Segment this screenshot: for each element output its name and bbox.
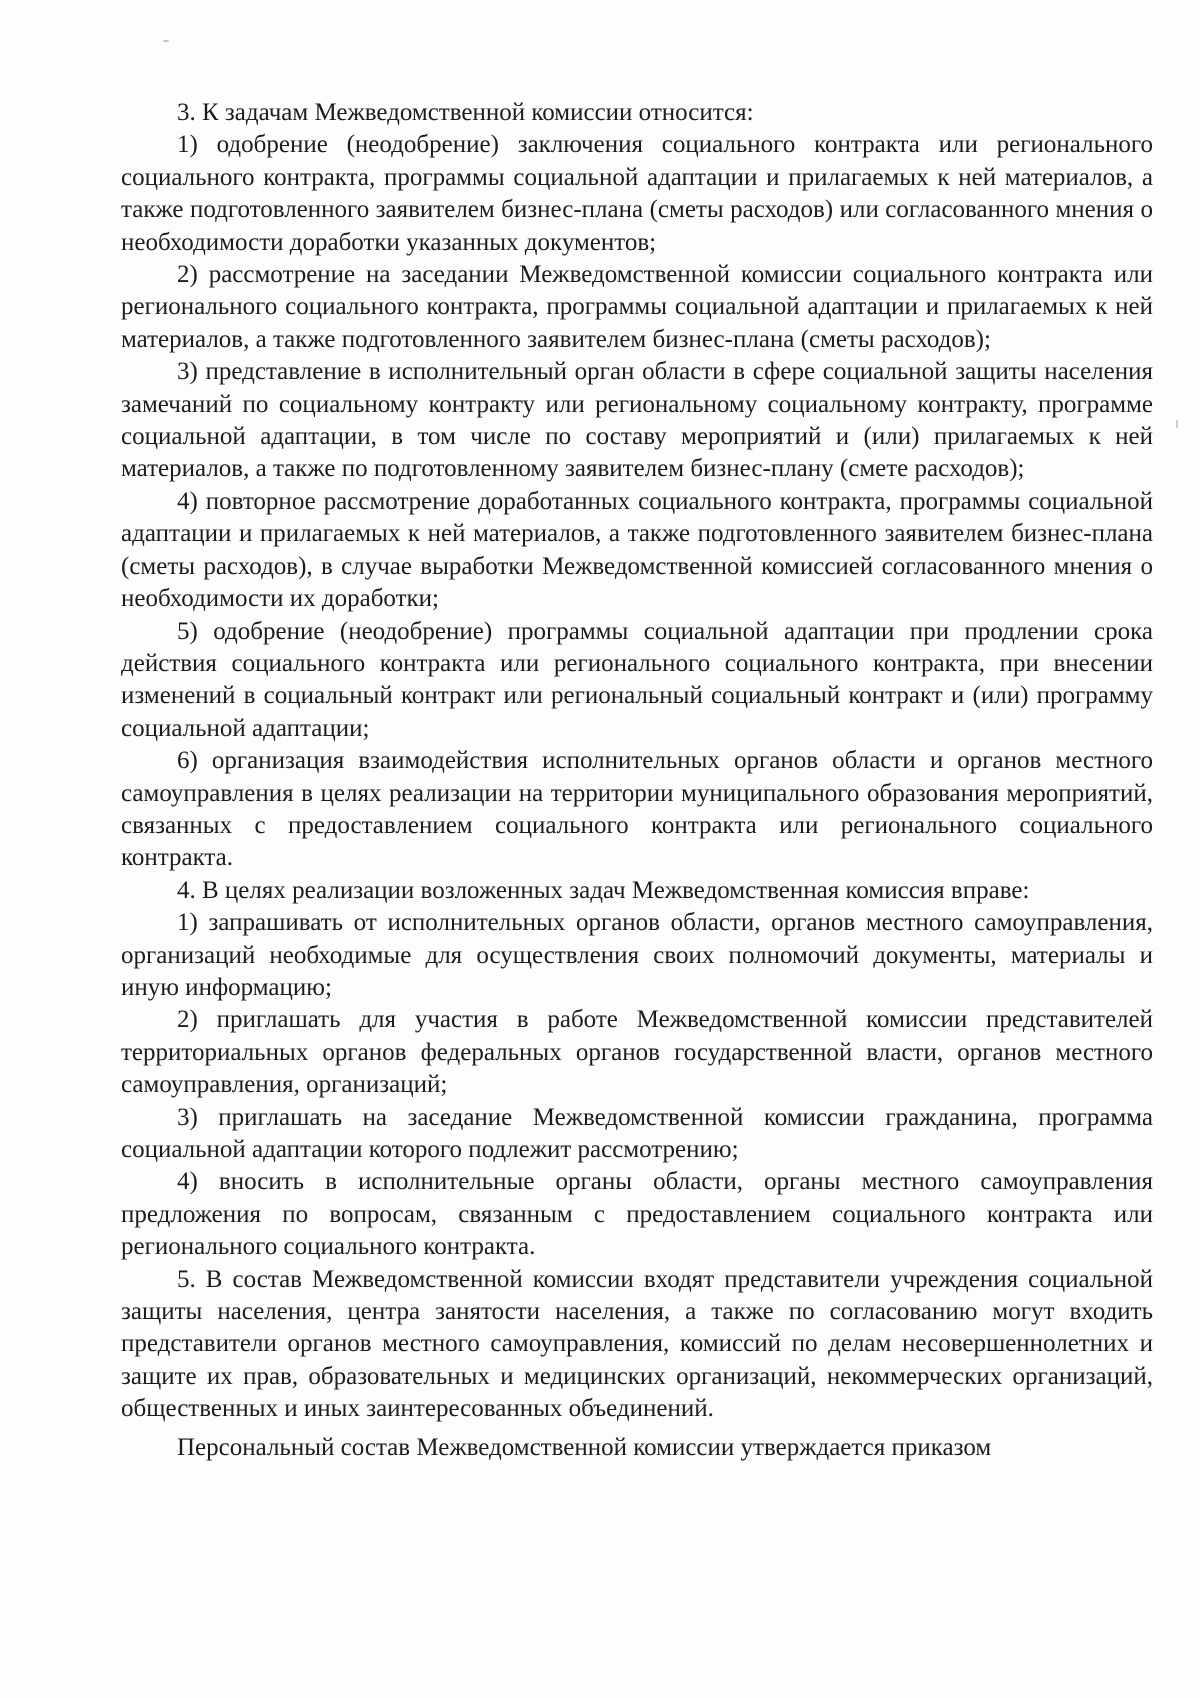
section-5-paragraph: 5. В состав Межведомственной комиссии входят представители учреждения социальной защиты населения, центра занятости населения, а также по согласованию могут входить представители органов местного самоуправления, комиссий по делам несовершеннолетних и защите их прав, образовательных и медицинских организаций, некоммерческих организаций, общественных и иных заинтересованных объединений. bbox=[121, 1265, 1153, 1423]
scan-artifact-mark bbox=[163, 40, 169, 42]
section-4-item-2: 2) приглашать для участия в работе Межведомственной комиссии представителей территориальных органов федеральных органов государственной власти, органов местного самоуправления, организаций; bbox=[121, 1006, 1153, 1099]
section-4-item-1: 1) запрашивать от исполнительных органов области, органов местного самоуправления, организаций необходимые для осуществления своих полномочий документы, материалы и иную информацию; bbox=[121, 909, 1153, 1001]
section-4-item-3: 3) приглашать на заседание Межведомственной комиссии гражданина, программа социальной адаптации которого подлежит рассмотрению; bbox=[121, 1103, 1153, 1163]
section-3-item-4: 4) повторное рассмотрение доработанных социального контракта, программы социальной адаптации и прилагаемых к ней материалов, а также подготовленного заявителем бизнес-плана (сметы расходов), в случае выработки Межведомственной комиссией согласованного мнения о необходимости их доработки; bbox=[121, 487, 1153, 613]
section-3-item-3: 3) представление в исполнительный орган области в сфере социальной защиты населения замечаний по социальному контракту или региональному социальному контракту, программе социальной адаптации, в том числе по составу мероприятий и (или) прилагаемых к ней материалов, а также по подготовленному заявителем бизнес-плану (смете расходов); bbox=[121, 358, 1153, 483]
section-4-heading: 4. В целях реализации возложенных задач Межведомственная комиссия вправе: bbox=[177, 876, 1030, 904]
scan-artifact-mark bbox=[1176, 420, 1178, 428]
document-text-body bbox=[121, 97, 1153, 1464]
personnel-composition-paragraph: Персональный состав Межведомственной комиссии утверждается приказом bbox=[177, 1433, 992, 1461]
section-3-item-2: 2) рассмотрение на заседании Межведомственной комиссии социального контракта или регионального социального контракта, программы социальной адаптации и прилагаемых к ней материалов, а также подготовленного заявителем бизнес-плана (сметы расходов); bbox=[121, 261, 1153, 353]
section-3-heading: 3. К задачам Межведомственной комиссии относится: bbox=[177, 99, 754, 126]
section-3-item-5: 5) одобрение (неодобрение) программы социальной адаптации при продлении срока действия социального контракта или регионального социального контракта, при внесении изменений в социальный контракт или региональный социальный контракт и (или) программу социальной адаптации; bbox=[121, 617, 1153, 742]
section-4-item-4: 4) вносить в исполнительные органы области, органы местного самоуправления предложения по вопросам, связанным с предоставлением социального контракта или регионального социального контракта. bbox=[121, 1168, 1153, 1261]
section-3-item-6: 6) организация взаимодействия исполнительных органов области и органов местного самоуправления в целях реализации на территории муниципального образования мероприятий, связанных с предоставлением социального контракта или регионального социального контракта. bbox=[121, 747, 1153, 872]
section-3-item-1: 1) одобрение (неодобрение) заключения социального контракта или регионального социального контракта, программы социальной адаптации и прилагаемых к ней материалов, а также подготовленного заявителем бизнес-плана (сметы расходов) или согласованного мнения о необходимости доработки указанных документов; bbox=[121, 131, 1153, 256]
